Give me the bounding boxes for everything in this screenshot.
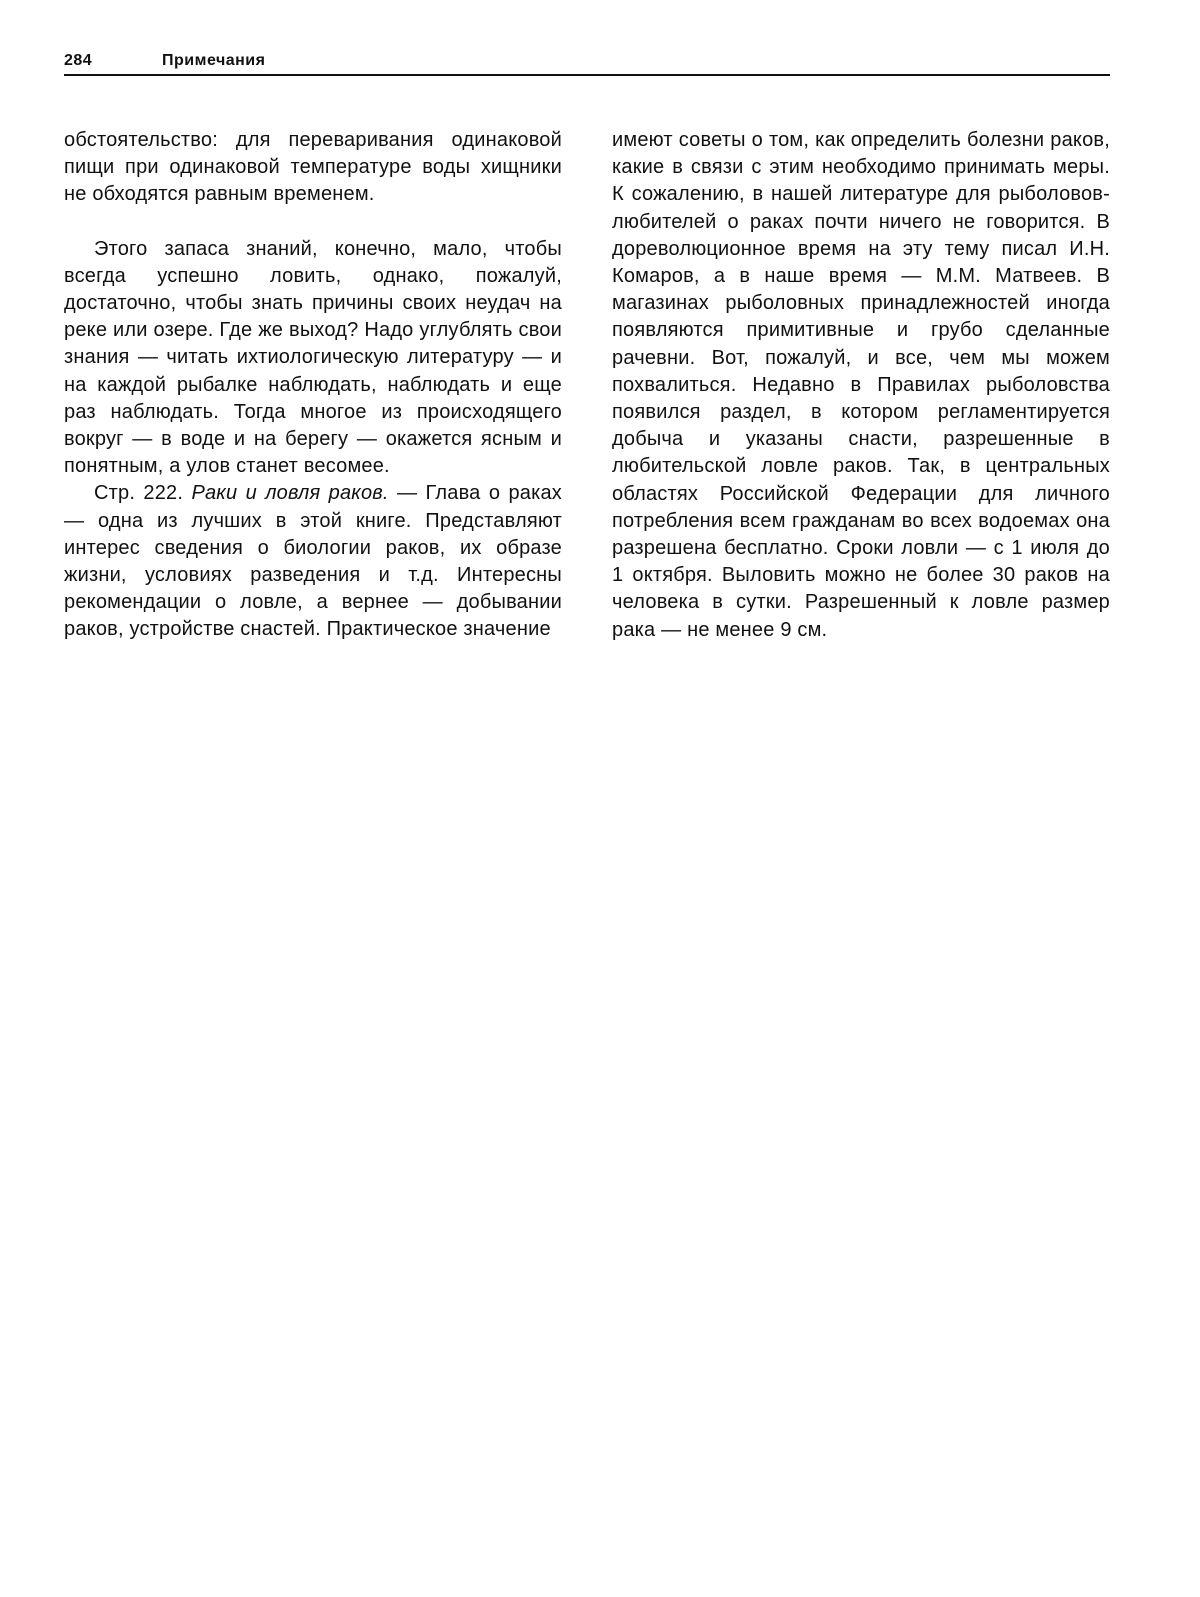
paragraph-crayfish-note	[64, 480, 562, 643]
running-head: Примечания	[162, 52, 265, 70]
left-column	[64, 127, 562, 644]
paragraph-knowledge: Этого запаса знаний, конечно, мало, чтобы всегда успешно ловить, однако, пожалуй, достаточно, чтобы знать причины своих неудач на реке или озере. Где же выход? Надо углублять свои знания — читать ихтиологическую литературу — и на каждой рыбалке наблюдать, наблюдать и еще раз наблюдать. Тогда многое из происходящего вокруг — в воде и на берегу — окажется ясным и понятным, а улов станет весомее.	[64, 236, 562, 481]
page-number: 284	[64, 52, 92, 70]
page-header	[64, 50, 1110, 76]
paragraph-continued: обстоятельство: для переваривания одинаковой пищи при одинаковой температуре воды хищники не обходятся равным временем.	[64, 127, 562, 209]
right-column	[612, 127, 1110, 644]
page-reference: Стр. 222.	[94, 482, 191, 504]
note-text: — Глава о раках — одна из лучших в этой книге. Представляют интерес сведения о биологии раков, их образе жизни, условиях разведения и т.д. Интересны рекомендации о ловле, а вернее — добывании раков, устройстве снастей. Практическое значение	[64, 482, 562, 640]
paragraph-crayfish-continued: имеют советы о том, как определить болезни раков, какие в связи с этим необходимо принимать меры. К сожалению, в нашей литературе для рыболовов-любителей о раках почти ничего не говорится. В дореволюционное время на эту тему писал И.Н. Комаров, а в наше время — М.М. Матвеев. В магазинах рыболовных принадлежностей иногда появляются примитивные и грубо сделанные рачевни. Вот, пожалуй, и все, чем мы можем похвалиться. Недавно в Правилах рыболовства появился раздел, в котором регламентируется добыча и указаны снасти, разрешенные в любительской ловле раков. Так, в центральных областях Российской Федерации для личного потребления всем гражданам во всех водоемах она разрешена бесплатно. Сроки ловли — с 1 июля до 1 октября. Выловить можно не более 30 раков на человека в сутки. Разрешенный к ловле размер рака — не менее 9 см.	[612, 127, 1110, 644]
chapter-title: Раки и ловля раков.	[191, 482, 388, 504]
